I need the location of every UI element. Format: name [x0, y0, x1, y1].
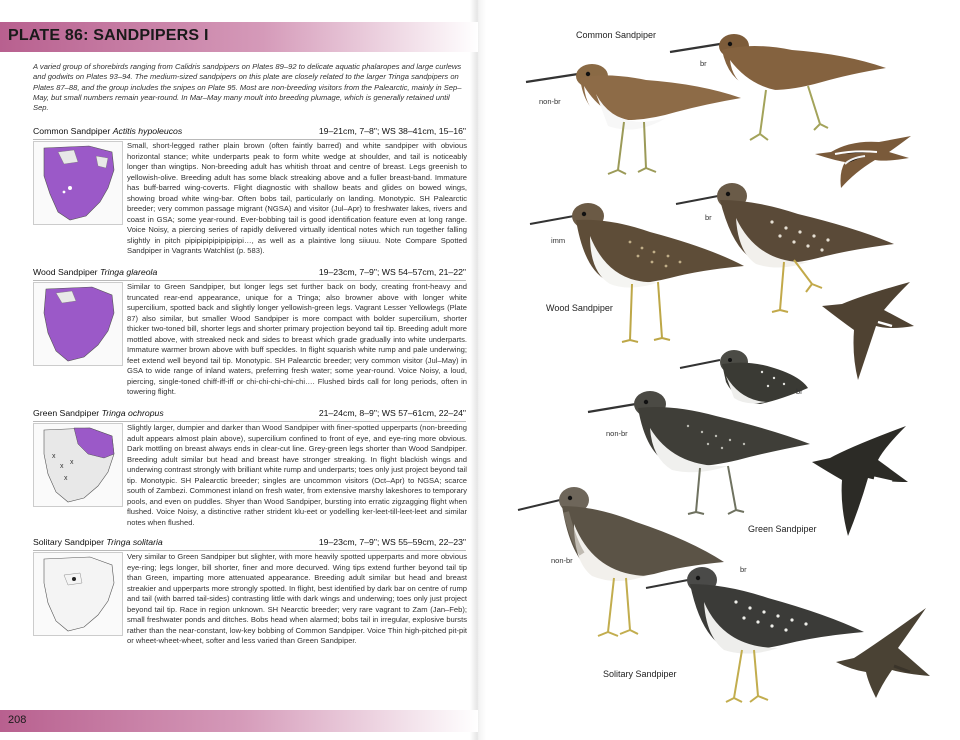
age-label-br: br: [796, 387, 803, 396]
solitary-sandpiper-br-illustration: [646, 562, 868, 708]
species-description: Very similar to Green Sandpiper but slighter, with more heavily spotted upperparts and more obvious eye-ring; legs longer, bill shorter, finer and more decurved. Wing tips extend further beyond tail tip than Green, imparting more attenuated appearance. Breeding adult similar but head and breast streakier and upperparts more strongly spotted. In flight, best identified by dark bar on centre of rump and tail (with barred tail-sides) contrasting little with dark wings and underwing; toes only just project beyond tail tip. Race in region unknown. SH Nearctic breeder; very rare vagrant to Zam (Jan–Feb); small freshwater ponds and ditches. Bobs head when alarmed; bobs tail in irregular, explosive bursts rather than the near-constant, low-key bobbing of Common Sandpiper. Voice Thin high-pitched pit-pit or wheet-wheet-wheet, softer and less varied than Green Sandpiper.: [127, 552, 467, 645]
figure-label-green-sandpiper: Green Sandpiper: [748, 524, 817, 534]
age-label-imm: imm: [551, 236, 566, 245]
species-size: 19–21cm, 7–8"; WS 38–41cm, 15–16": [318, 126, 466, 136]
wood-sandpiper-flight-illustration: [822, 280, 920, 382]
common-sandpiper-br-illustration: [670, 24, 890, 146]
page-number: 208: [8, 714, 27, 726]
plate-title: PLATE 86: SANDPIPERS I: [8, 27, 209, 44]
svg-text:x: x: [70, 459, 74, 466]
species-scientific-name: Actitis hypoleucos: [112, 126, 183, 136]
figure-label-common-sandpiper: Common Sandpiper: [576, 30, 657, 40]
species-header: [33, 267, 466, 281]
species-common-name: Wood Sandpiper: [33, 267, 98, 277]
age-label-non-br: non-br: [551, 556, 573, 565]
species-description: Similar to Green Sandpiper, but longer legs set further back on body, creating front-heavy and truncated rear-end appearance, unique for a Tringa; also browner above with longer white supercilium, spotted back and slightly longer yellowish-green legs. Vagrant Lesser Yellowlegs (Plate 87) also similar, but smaller Wood Sandpiper is more compact with bolder supercilium, shorter thicker two-toned bill, shorter legs and shorter primary projection beyond tail tip. Breeding adult more mottled above, with streaked neck and sides to breast which grade gradually into white underparts. Immature warmer brown above with buff speckles. In flight squarish white rump and pale underwing; feet extend well beyond tail tip. Monotypic. SH Palearctic breeder; very common visitor (Jul–May) in GSA to wide range of inland waters, preferring fresh water; some year-round. Voice Noisy, a loud, piercing, single-toned chiff-iff-iff or chi-chi-chi-chi-chi…. Flushed birds call for long periods, often in towering flight.: [127, 282, 467, 396]
species-common-name: Common Sandpiper: [33, 126, 111, 136]
species-size: 19–23cm, 7–9"; WS 55–59cm, 22–23": [318, 537, 466, 547]
species-scientific-name: Tringa glareola: [99, 267, 158, 277]
species-description: Slightly larger, dumpier and darker than Wood Sandpiper with finer-spotted upperparts (non-breeding adult appears almost plain above), supercilium confined to front of eye, and eye-ring more obvious. Dark mottling on breast always ends in clear-cut line. Grey-green legs shorter than Wood Sandpiper. Breeding adult similar but head and breast have stronger streaking. In flight blackish wings and underwing contrast strongly with brilliant white rump and underparts; toes only just project beyond tail tip. Monotypic. SH Palearctic breeder; singles are uncommon visitors (Oct–Apr) to NGSA; scarce south of Zambezi. Commonest inland on fresh water, from extensive marshy lakeshores to temporary pools, and even on puddles. Shyer than Wood Sandpiper, bursting into erratic zigzagging flight when flushed. Voice Noisy, a distinctive rather strident klu-eet or yodelling ker-leet-till-leet-leet and similar notes when flushed.: [127, 423, 467, 527]
range-map: [33, 552, 123, 636]
range-map: [33, 282, 123, 366]
intro-paragraph: A varied group of shorebirds ranging from Calidris sandpipers on Plates 89–92 to delicate aquatic phalaropes and large curlews and godwits on Plates 93–94. The medium-sized sandpipers on this plate are closely related to the larger Tringa sandpipers on Plates 87–88, and the group includes the snipes on Plate 95. Most are non-breeding visitors from the Palearctic, mainly in Sep–May, but small numbers remain year-round. In Mar–May many moult into breeding plumage, which is generally retained until Sep.: [33, 62, 462, 113]
species-scientific-name: Tringa ochropus: [101, 408, 164, 418]
species-description: Small, short-legged rather plain brown (often faintly barred) and white sandpiper with obvious horizontal stance; white underparts peak to form white wedge at shoulder, and tail is noticeably longer than wingtips. Non-breeding adult has whitish throat and centre of breast. Legs greenish to yellowish-olive. Breeding adult has some black streaking above and a fuller breast-band. Immature has buff-barred wing-coverts. Flight diagnostic with shallow beats and glides on bowed wings, showing broad white wing-bar. Often bobs tail, particularly on landing. Monotypic. SH Palearctic breeder; very common passage migrant (NGSA) and visitor (Jul–Apr) to freshwater lakes, rivers and coast in GSA; some year-round. Ever-bobbing tail is good identification feature even at long range. Voice Noisy, a piercing series of rapidly delivered virtually identical notes which run together falling slightly in pitch pipipipipipipipipipi…, as well as a plaintive long siiuuu. Note Compare Spotted Sandpiper in Vagrants Watchlist (p. 583).: [127, 141, 467, 255]
age-label-br: br: [740, 565, 747, 574]
figure-label-wood-sandpiper: Wood Sandpiper: [546, 303, 613, 313]
age-label-br: br: [705, 213, 712, 222]
range-map: [33, 423, 123, 507]
svg-text:x: x: [60, 463, 64, 470]
svg-text:x: x: [52, 453, 56, 460]
species-header: [33, 126, 466, 140]
species-size: 19–23cm, 7–9"; WS 54–57cm, 21–22": [318, 267, 466, 277]
species-header: [33, 408, 466, 422]
book-gutter: [470, 0, 486, 740]
species-size: 21–24cm, 8–9"; WS 57–61cm, 22–24": [318, 408, 466, 418]
solitary-sandpiper-flight-illustration: [836, 604, 932, 700]
range-map: [33, 141, 123, 225]
page-number-bar: [0, 710, 478, 732]
figure-label-solitary-sandpiper: Solitary Sandpiper: [603, 669, 677, 679]
age-label-non-br: non-br: [539, 97, 561, 106]
svg-text:x: x: [64, 475, 68, 482]
age-label-non-br: non-br: [606, 429, 628, 438]
green-sandpiper-flight-illustration: [812, 420, 912, 538]
species-common-name: Green Sandpiper: [33, 408, 100, 418]
age-label-br: br: [700, 59, 707, 68]
species-header: [33, 537, 466, 551]
species-scientific-name: Tringa solitaria: [106, 537, 163, 547]
species-common-name: Solitary Sandpiper: [33, 537, 104, 547]
